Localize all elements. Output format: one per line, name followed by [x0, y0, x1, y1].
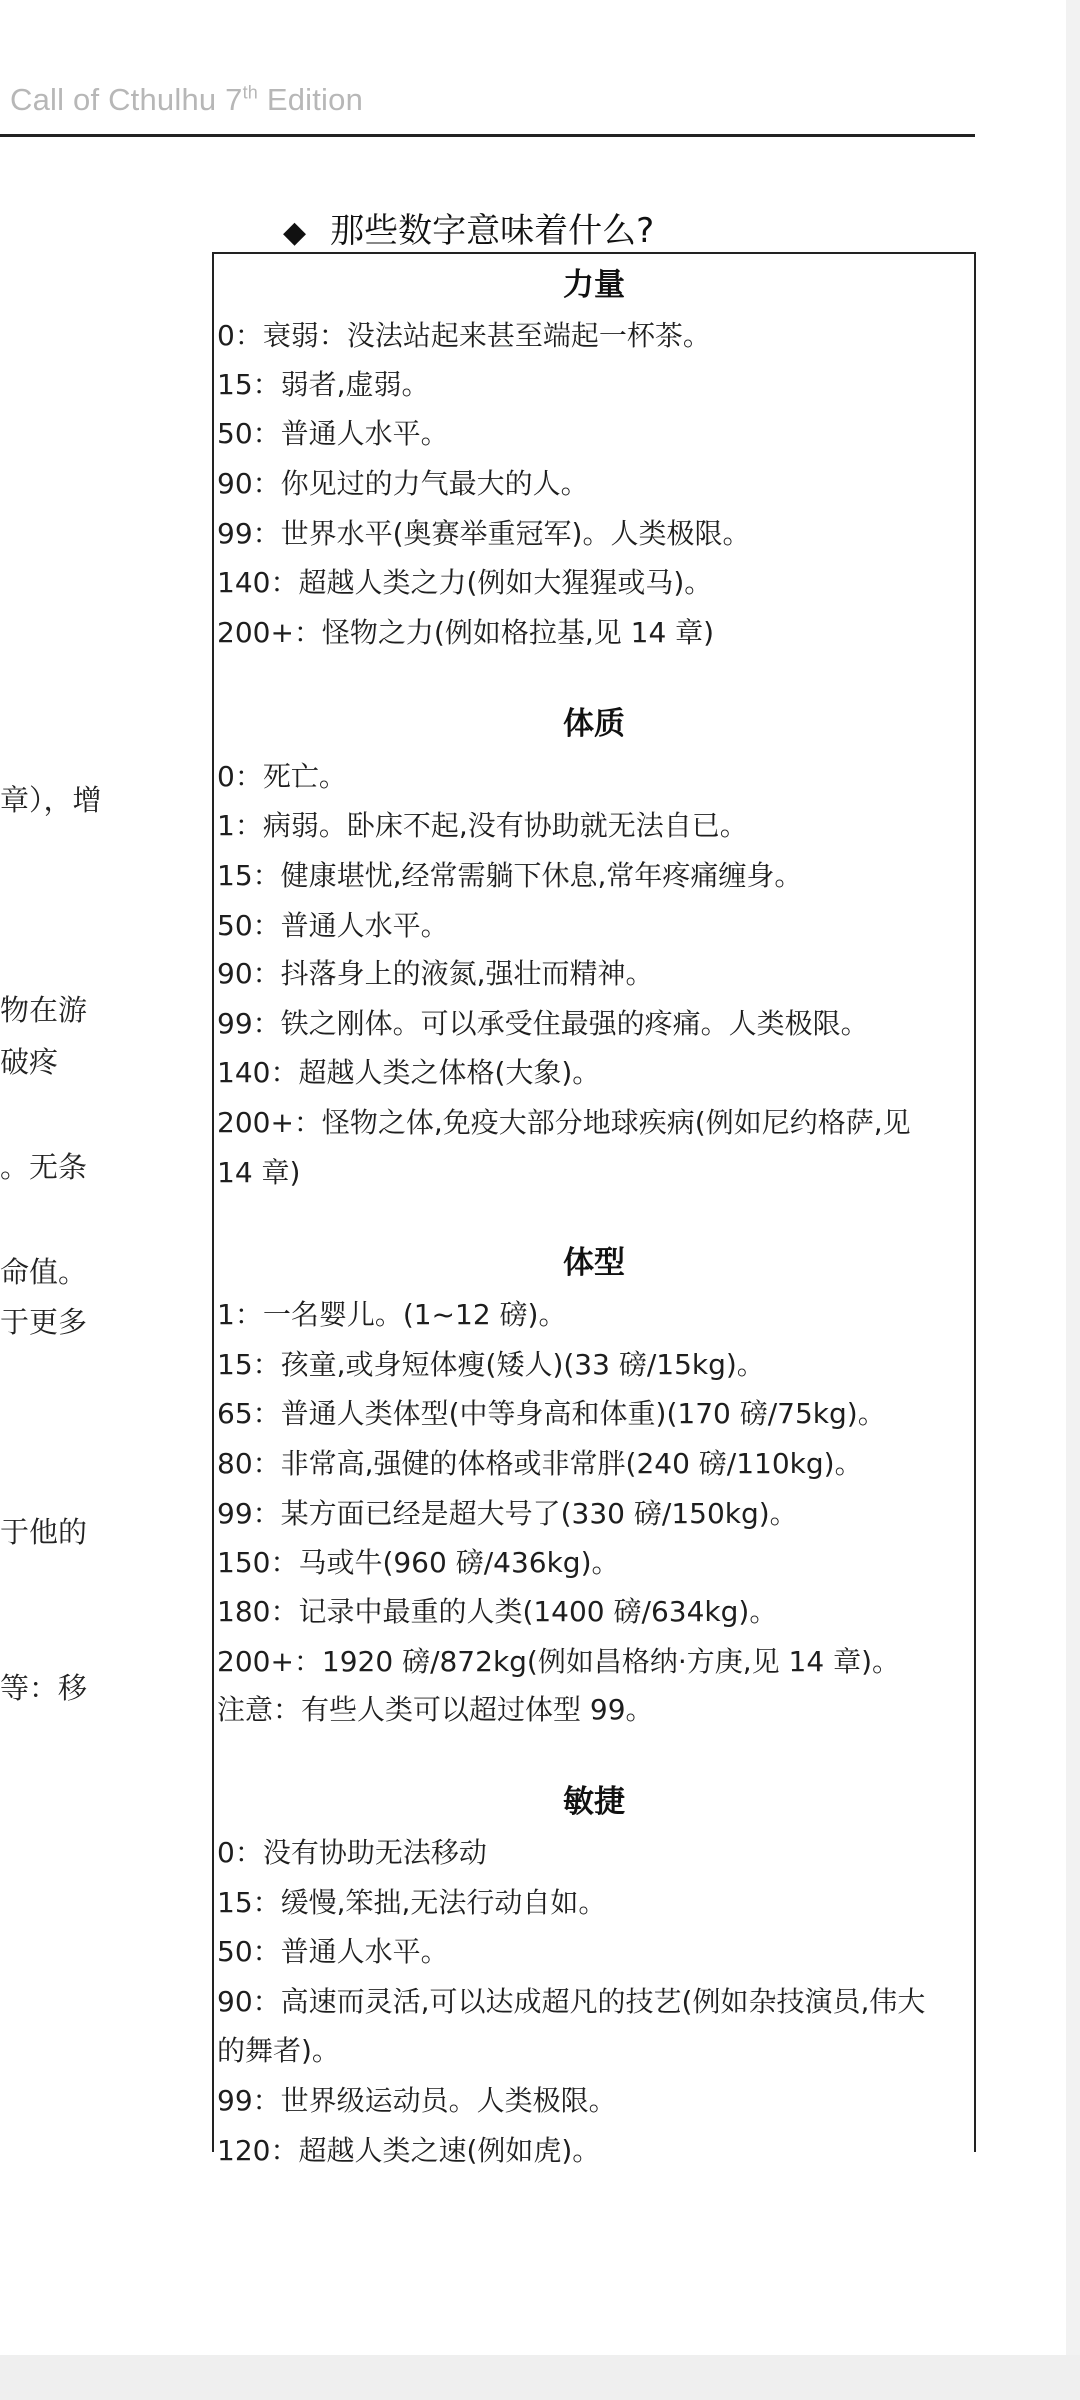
attribute-line: 99：世界级运动员。人类极限。 [217, 2084, 617, 2117]
running-header [10, 82, 363, 118]
attribute-line: 50：普通人水平。 [217, 1935, 449, 1968]
left-column-fragment: 。无条 [0, 1150, 88, 1184]
attribute-line: 14 章) [217, 1156, 301, 1189]
attribute-line: 200+：1920 磅/872kg(例如昌格纳·方庚,见 14 章)。 [217, 1645, 901, 1678]
attribute-line: 80：非常高,强健的体格或非常胖(240 磅/110kg)。 [217, 1447, 863, 1480]
attribute-line: 99：铁之刚体。可以承受住最强的疼痛。人类极限。 [217, 1007, 869, 1040]
attribute-heading-str: 力量 [563, 267, 625, 303]
attribute-heading-con: 体质 [563, 706, 625, 742]
attribute-line: 0：衰弱：没法站起来甚至端起一杯茶。 [217, 319, 711, 352]
attribute-line: 15：孩童,或身短体瘦(矮人)(33 磅/15kg)。 [217, 1348, 765, 1381]
header-rule [0, 134, 975, 137]
attribute-line: 150：马或牛(960 磅/436kg)。 [217, 1546, 620, 1579]
attribute-line: 0：没有协助无法移动 [217, 1836, 487, 1869]
attribute-line: 50：普通人水平。 [217, 909, 449, 942]
left-column-fragment: 命值。 [0, 1255, 88, 1289]
attribute-heading-dex: 敏捷 [563, 1784, 625, 1820]
attribute-line: 0：死亡。 [217, 760, 347, 793]
viewer-scroll-gutter[interactable] [1066, 0, 1080, 2355]
attribute-line: 99：某方面已经是超大号了(330 磅/150kg)。 [217, 1497, 798, 1530]
attribute-line: 15：弱者,虚弱。 [217, 368, 430, 401]
left-column-fragment: 于他的 [0, 1515, 88, 1549]
attribute-line: 15：健康堪忧,经常需躺下休息,常年疼痛缠身。 [217, 859, 803, 892]
attribute-line: 65：普通人类体型(中等身高和体重)(170 磅/75kg)。 [217, 1397, 886, 1430]
attribute-line: 90：你见过的力气最大的人。 [217, 467, 589, 500]
left-column-fragment: 于更多 [0, 1305, 88, 1339]
attribute-line: 200+：怪物之力(例如格拉基,见 14 章) [217, 616, 715, 649]
attribute-line: 的舞者)。 [217, 2034, 340, 2067]
left-column-fragment: 破疼 [0, 1045, 59, 1079]
attribute-line: 140：超越人类之力(例如大猩猩或马)。 [217, 566, 713, 599]
attribute-line: 99：世界水平(奥赛举重冠军)。人类极限。 [217, 517, 751, 550]
header-title-superscript: th [242, 82, 259, 103]
viewer-bottom-bar [0, 2355, 1080, 2400]
left-column-fragment: 章），增 [0, 783, 102, 817]
section-title [283, 203, 654, 252]
left-column-fragment: 物在游 [0, 993, 88, 1027]
attribute-line: 120：超越人类之速(例如虎)。 [217, 2134, 601, 2167]
attribute-line: 15：缓慢,笨拙,无法行动自如。 [217, 1886, 607, 1919]
header-title-prefix: Call of Cthulhu 7 [10, 82, 243, 117]
attribute-heading-siz: 体型 [563, 1245, 625, 1281]
attribute-line: 90：抖落身上的液氮,强壮而精神。 [217, 957, 654, 990]
diamond-bullet-icon: ◆ [283, 215, 307, 250]
attribute-line: 200+：怪物之体,免疫大部分地球疾病(例如尼约格萨,见 [217, 1106, 911, 1139]
header-title-suffix: Edition [258, 82, 364, 117]
attribute-line: 1：病弱。卧床不起,没有协助就无法自已。 [217, 809, 748, 842]
attribute-line: 注意：有些人类可以超过体型 99。 [217, 1693, 654, 1726]
attribute-line: 140：超越人类之体格(大象)。 [217, 1056, 601, 1089]
attribute-line: 90：高速而灵活,可以达成超凡的技艺(例如杂技演员,伟大 [217, 1985, 926, 2018]
attribute-line: 50：普通人水平。 [217, 417, 449, 450]
section-title-text: 那些数字意味着什么? [330, 211, 655, 251]
attribute-line: 180：记录中最重的人类(1400 磅/634kg)。 [217, 1595, 778, 1628]
attribute-line: 1：一名婴儿。(1~12 磅)。 [217, 1298, 567, 1331]
left-column-fragment: 等：移 [0, 1671, 88, 1705]
